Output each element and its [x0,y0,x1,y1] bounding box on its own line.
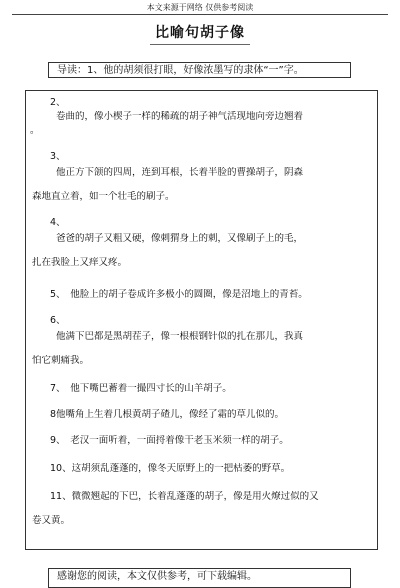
item-4-line-2: 扎在我脸上又痒又疼。 [32,257,128,268]
item-4-number: 4、 [50,217,66,228]
content-box [25,90,378,550]
item-2-number: 2、 [50,97,66,108]
page-title: 比喻句胡子像 [155,25,245,41]
item-6-number: 6、 [50,315,66,326]
item-10-line: 10、这胡须乱蓬蓬的，像冬天原野上的一把枯萎的野草。 [50,463,291,474]
item-3-line-1: 他正方下颌的四周，连到耳根，长着半脸的曹操胡子，阴森 [56,167,304,178]
footer-box: 感谢您的阅读，本文仅供参考，可下载编辑。 [48,568,351,588]
item-6-line-1: 他满下巴都是黑胡茬子，像一根根钢针似的扎在那儿，我真 [56,331,304,342]
item-11-line-1: 11、微微翘起的下巴，长着乱蓬蓬的胡子，像是用火燎过似的又 [50,491,319,502]
item-6-line-2: 怕它刺痛我。 [32,355,90,366]
guide-box: 导读：1、他的胡须很打眼，好像浓墨写的隶体“一”字。 [48,62,351,78]
item-3-line-2: 森地直立着，如一个壮毛的刷子。 [32,191,175,202]
title-rule [150,44,250,45]
item-2-line-2: 。 [30,125,40,136]
item-11-line-2: 卷又黄。 [32,515,71,526]
item-3-number: 3、 [50,151,66,162]
item-7-line: 7、 他下嘴巴蓄着一撮四寸长的山羊胡子。 [50,383,232,394]
item-9-line: 9、 老汉一面听着，一面捋着像干老玉米须一样的胡子。 [50,435,289,446]
item-8-line: 8他嘴角上生着几根黄胡子碴儿，像经了霜的草儿似的。 [50,409,285,420]
item-4-line-1: 爸爸的胡子又粗又硬，像刺猬身上的刺，又像刷子上的毛， [56,233,304,244]
item-5-line: 5、 他脸上的胡子卷成许多极小的圆圈，像是沼地上的青苔。 [50,289,308,300]
header-note: 本文来源于网络 仅供参考阅读 [146,3,254,12]
item-2-line-1: 卷曲的，像小楔子一样的稀疏的胡子神气活现地向旁边翘着 [56,111,304,122]
header-rule [12,14,388,15]
